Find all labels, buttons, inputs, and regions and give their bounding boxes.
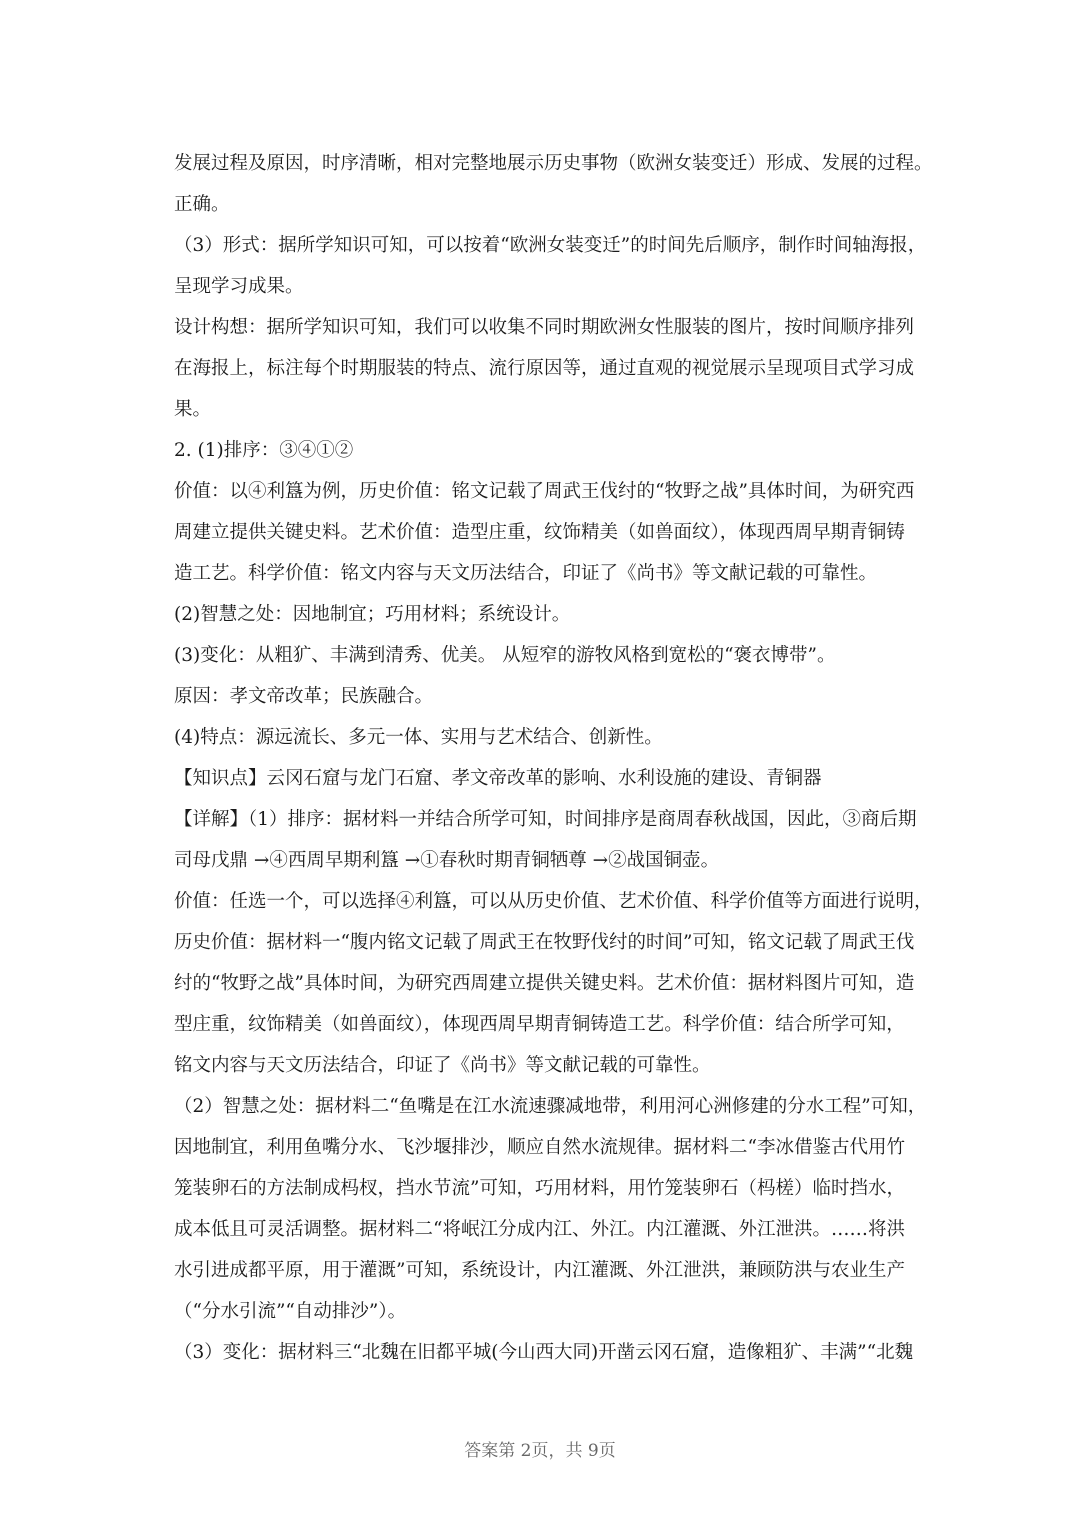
- page-footer: 答案第 2页，共 9页: [464, 1441, 616, 1461]
- text-line: 成本低且可灵活调整。据材料二“将岷江分成内江、外江。内江灌溉、外江泄洪。……将洪: [174, 1219, 905, 1240]
- text-line: 纣的“牧野之战”具体时间，为研究西周建立提供关键史料。艺术价值：据材料图片可知，造: [174, 973, 915, 994]
- knowledge-point-line: 【知识点】云冈石窟与龙门石窟、孝文帝改革的影响、水利设施的建设、青铜器: [174, 768, 822, 789]
- text-line: 水引进成都平原，用于灌溉”可知，系统设计，内江灌溉、外江泄洪，兼顾防洪与农业生产: [174, 1260, 905, 1281]
- text-line: 周建立提供关键史料。艺术价值：造型庄重，纹饰精美（如兽面纹），体现西周早期青铜铸: [174, 522, 905, 543]
- text-line: 因地制宜，利用鱼嘴分水、飞沙堰排沙，顺应自然水流规律。据材料二“李冰借鉴古代用竹: [174, 1137, 905, 1158]
- text-line: 正确。: [174, 194, 230, 215]
- text-line: 历史价值：据材料一“腹内铭文记载了周武王在牧野伐纣的时间”可知，铭文记载了周武王伐: [174, 932, 915, 953]
- text-line: （3）形式：据所学知识可知，可以按着“欧洲女装变迁”的时间先后顺序，制作时间轴海报，: [174, 235, 927, 256]
- text-line: 在海报上，标注每个时期服装的特点、流行原因等，通过直观的视觉展示呈现项目式学习成: [174, 358, 915, 379]
- text-line: （“分水引流”“自动排沙”）。: [174, 1301, 407, 1322]
- text-line: 司母戊鼎 →④西周早期利簋 →①春秋时期青铜牺尊 →②战国铜壶。: [174, 850, 720, 871]
- text-line: 发展过程及原因，时序清晰，相对完整地展示历史事物（欧洲女装变迁）形成、发展的过程。: [174, 153, 933, 174]
- text-line: 原因：孝文帝改革；民族融合。: [174, 686, 434, 707]
- detailed-explanation-line: 【详解】（1）排序：据材料一并结合所学可知，时间排序是商周春秋战国，因此，③商后期: [174, 809, 917, 830]
- text-line: （2）智慧之处：据材料二“鱼嘴是在江水流速骤减地带，利用河心洲修建的分水工程”可知，: [174, 1096, 927, 1117]
- text-line: (4)特点：源远流长、多元一体、实用与艺术结合、创新性。: [174, 727, 663, 748]
- text-line: 铭文内容与天文历法结合，印证了《尚书》等文献记载的可靠性。: [174, 1055, 711, 1076]
- text-line: 价值：以④利簋为例，历史价值：铭文记载了周武王伐纣的“牧野之战”具体时间，为研究西: [174, 481, 915, 502]
- text-line: 笼装卵石的方法制成杩杈，挡水节流”可知，巧用材料，用竹笼装卵石（杩槎）临时挡水，: [174, 1178, 905, 1199]
- text-line: 呈现学习成果。: [174, 276, 304, 297]
- text-line: （3）变化：据材料三“北魏在旧都平城(今山西大同)开凿云冈石窟，造像粗犷、丰满”“北魏: [174, 1342, 914, 1363]
- text-line: 型庄重，纹饰精美（如兽面纹），体现西周早期青铜铸造工艺。科学价值：结合所学可知，: [174, 1014, 905, 1035]
- question-2-heading: 2. (1)排序：③④①②: [174, 440, 354, 461]
- answer-text-body: [174, 143, 933, 1373]
- text-line: 造工艺。科学价值：铭文内容与天文历法结合，印证了《尚书》等文献记载的可靠性。: [174, 563, 878, 584]
- text-line: (3)变化：从粗犷、丰满到清秀、优美。 从短窄的游牧风格到宽松的“褒衣博带”。: [174, 645, 836, 666]
- text-line: 设计构想：据所学知识可知，我们可以收集不同时期欧洲女性服装的图片，按时间顺序排列: [174, 317, 915, 338]
- text-line: 价值：任选一个，可以选择④利簋，可以从历史价值、艺术价值、科学价值等方面进行说明，: [174, 891, 933, 912]
- text-line: 果。: [174, 399, 212, 420]
- text-line: (2)智慧之处：因地制宜；巧用材料；系统设计。: [174, 604, 571, 625]
